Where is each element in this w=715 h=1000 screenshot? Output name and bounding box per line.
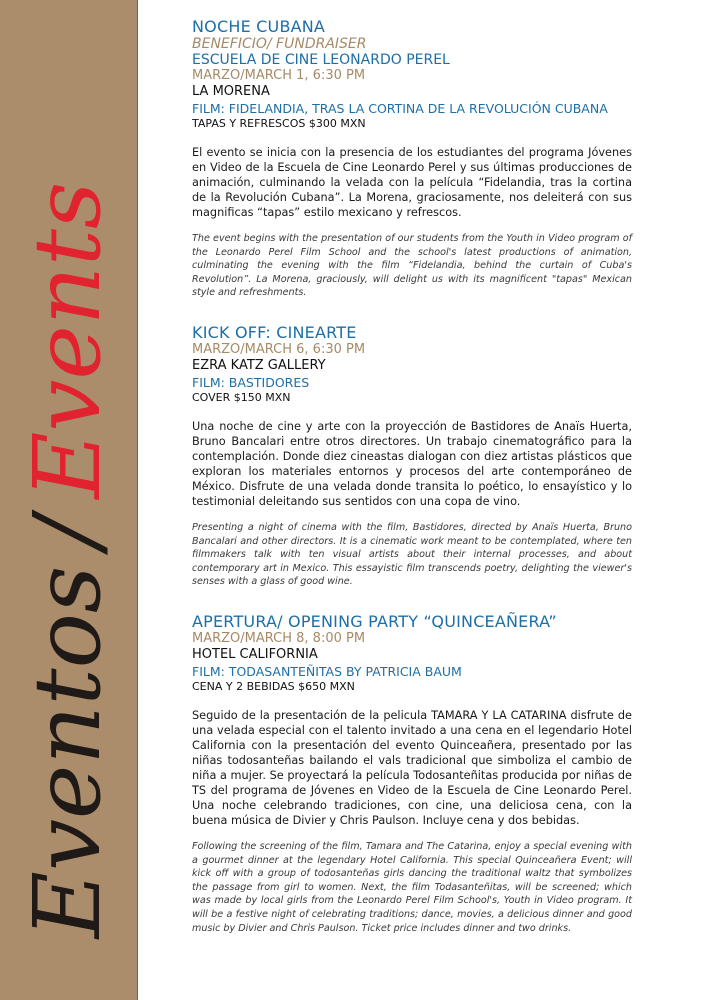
event-description-en: The event begins with the presentation of our students from the Youth in Video program of the Leonardo Perel Film School and the school's latest productions of animation, culminating the evening with the film “Fidelandia, behind the curtain of Cuba's Revolution”. La Morena, graciously, will delight us with its magnificent "tapas" Mexican style and refreshments. — [192, 233, 632, 299]
event-venue: HOTEL CALIFORNIA — [192, 646, 318, 662]
event-subtitle: BENEFICIO/ FUNDRAISER — [192, 36, 367, 52]
event-venue: LA MORENA — [192, 84, 270, 99]
divider — [137, 0, 138, 1000]
event-film: FILM: TODASANTEÑITAS BY PATRICIA BAUM — [192, 663, 462, 679]
event-price: CENA Y 2 BEBIDAS $650 MXN — [192, 679, 355, 693]
events-list — [192, 18, 632, 959]
event-description-en: Following the screening of the film, Tamara and The Catarina, enjoy a special evening with a gourmet dinner at the legendary Hotel California. This special Quinceañera Event; will kick off with a group of todosanteñas girls dancing the traditional waltz that symbolizes the passage from girl to women. Next, the film Todasanteñitas, will be screened; which was made by local girls from the Leonardo Perel Film School's, Youth in Video program. It will be a festive night of celebrating traditions; dance, movies, a delicious dinner and good music by Divier and Chris Paulson. Ticket price includes dinner and two drinks. — [192, 840, 632, 934]
event-date: MARZO/MARCH 1, 6:30 PM — [192, 68, 366, 83]
vertical-title — [14, 181, 121, 939]
event-date: MARZO/MARCH 6, 6:30 PM — [192, 341, 366, 357]
event-title: NOCHE CUBANA — [192, 17, 326, 36]
event-price: COVER $150 MXN — [192, 390, 291, 404]
event-description-es: Una noche de cine y arte con la proyección de Bastidores de Anaïs Huerta, Bruno Bancalari entre otros directores. Un trabajo cinematográfico para la contemplación. Donde diez cineastas dialogan con diez artistas plásticos que exploran los materiales entornos y procesos del arte contemporáneo de México. Disfrute de una velada donde transita lo poético, lo ensayístico y lo testimonial deleitando sus sentidos con una copa de vino. — [192, 419, 632, 508]
event-venue: EZRA KATZ GALLERY — [192, 357, 326, 373]
title-events: Events — [14, 181, 121, 499]
event-film: FILM: FIDELANDIA, TRAS LA CORTINA DE LA REVOLUCIÓN CUBANA — [192, 101, 608, 116]
title-eventos: Eventos — [14, 565, 121, 939]
event-date: MARZO/MARCH 8, 8:00 PM — [192, 630, 366, 646]
event-film: FILM: BASTIDORES — [192, 374, 310, 390]
event-apertura — [192, 613, 632, 935]
event-description-en: Presenting a night of cinema with the film, Bastidores, directed by Anaïs Huerta, Bruno Bancalari and other directors. It is a cinematic work meant to be contemplated, where ten filmmakers talk with ten visual artists about their internal processes, and about contemporary art in Mexico. This essayistic film transcends poetry, delighting the viewer's senses with a glass of good wine. — [192, 521, 632, 588]
event-kick-off — [192, 324, 632, 589]
title-slash: / — [14, 516, 121, 548]
event-title: KICK OFF: CINEARTE — [192, 322, 357, 342]
event-description-es: Seguido de la presentación de la pelicula TAMARA Y LA CATARINA disfrute de una velada especial con el talento invitado a una cena en el legendario Hotel California con la presentación del evento Quinceañera, presentado por las niñas todosanteñas bailando el vals tradicional que simboliza el cambio de niña a mujer. Se proyectará la película Todosanteñitas producida por niñas de TS del programa de Jóvenes en Video de la Escuela de Cine Leonardo Perel. Una noche celebrando tradiciones, con cine, una deliciosa cena, con la buena música de Divier y Chris Paulson. Incluye cena y dos bebidas. — [192, 708, 632, 827]
event-title: APERTURA/ OPENING PARTY “QUINCEAÑERA” — [192, 611, 557, 631]
event-description-es: El evento se inicia con la presencia de los estudiantes del programa Jóvenes en Video de la Escuela de Cine Leonardo Perel y sus últimas producciones de animación, culminando la velada con la película “Fidelandia, tras la cortina de la Revolución Cubana”. La Morena, graciosamente, nos deleiterá con sus magnificas “tapas” estilo mexicano y refrescos. — [192, 146, 632, 219]
event-noche-cubana — [192, 18, 632, 300]
event-host: ESCUELA DE CINE LEONARDO PEREL — [192, 52, 450, 68]
event-price: TAPAS Y REFRESCOS $300 MXN — [192, 117, 366, 130]
